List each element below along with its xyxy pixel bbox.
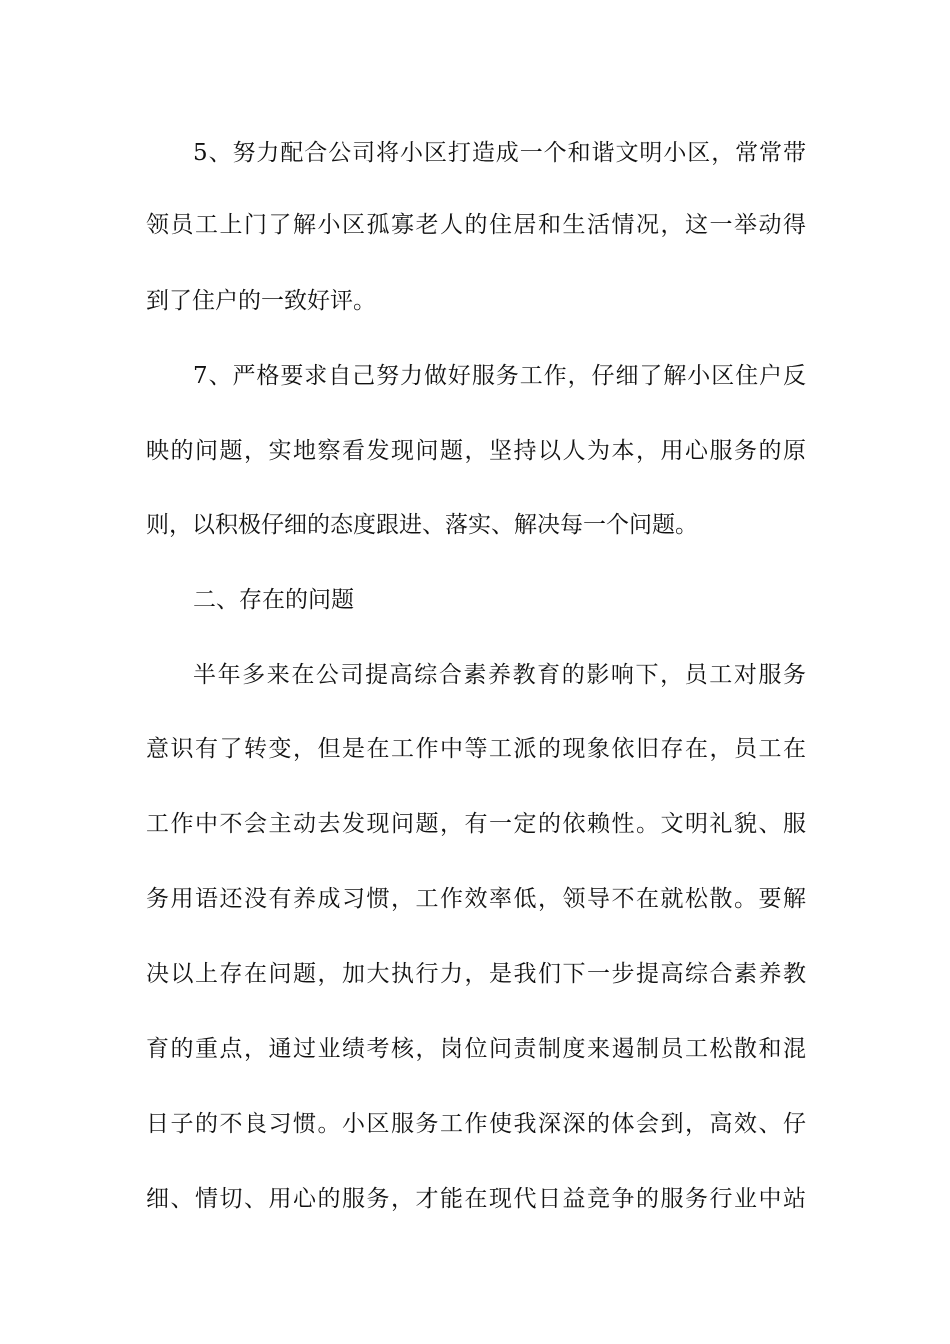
paragraph-7-line-3: 则，以积极仔细的态度跟进、落实、解决每一个问题。 <box>146 512 698 538</box>
paragraph-problems-line-4: 务用语还没有养成习惯，工作效率低，领导不在就松散。要解 <box>146 886 806 912</box>
paragraph-problems-line-5: 决以上存在问题，加大执行力，是我们下一步提高综合素养教 <box>146 961 806 987</box>
paragraph-5-line-2: 领员工上门了解小区孤寡老人的住居和生活情况，这一举动得 <box>146 212 806 238</box>
paragraph-problems-line-3: 工作中不会主动去发现问题，有一定的依赖性。文明礼貌、服 <box>146 811 806 837</box>
paragraph-problems-line-2: 意识有了转变，但是在工作中等工派的现象依旧存在，员工在 <box>146 736 806 762</box>
paragraph-problems-line-7: 日子的不良习惯。小区服务工作使我深深的体会到，高效、仔 <box>146 1111 806 1137</box>
paragraph-5-line-1: 5、努力配合公司将小区打造成一个和谐文明小区，常常带 <box>193 140 806 166</box>
paragraph-7-line-1: 7、严格要求自己努力做好服务工作，仔细了解小区住户反 <box>193 363 806 389</box>
section-heading: 二、存在的问题 <box>193 587 354 613</box>
paragraph-problems-line-8: 细、情切、用心的服务，才能在现代日益竞争的服务行业中站 <box>146 1186 806 1212</box>
paragraph-problems-line-1: 半年多来在公司提高综合素养教育的影响下，员工对服务 <box>193 662 806 688</box>
paragraph-7-line-2: 映的问题，实地察看发现问题，坚持以人为本，用心服务的原 <box>146 438 806 464</box>
paragraph-problems-line-6: 育的重点，通过业绩考核，岗位问责制度来遏制员工松散和混 <box>146 1036 806 1062</box>
paragraph-5-line-3: 到了住户的一致好评。 <box>146 288 376 314</box>
